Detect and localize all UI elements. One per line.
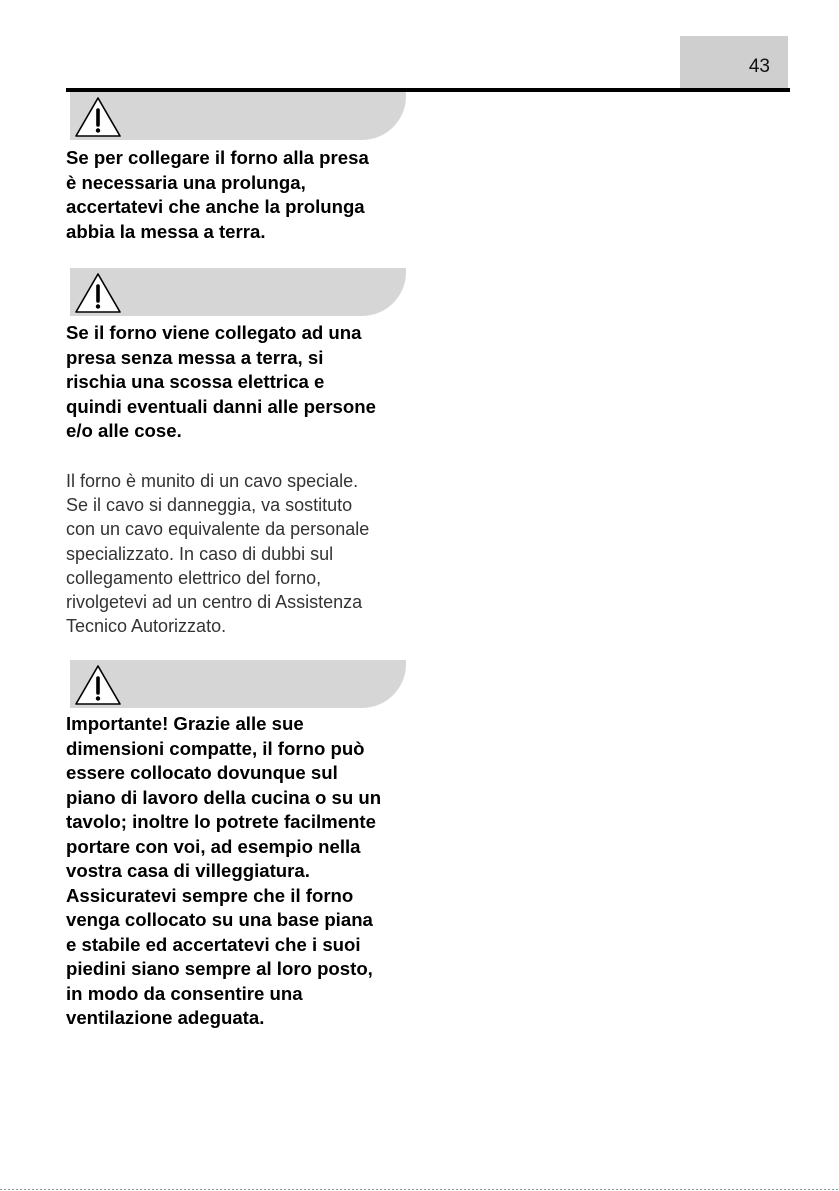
page-number: 43 [748, 56, 770, 77]
warning-triangle-icon [73, 271, 123, 315]
warning-band-2 [70, 268, 406, 316]
page-number-box [680, 36, 788, 88]
warning-triangle-icon [73, 663, 123, 707]
warning-triangle-icon [73, 95, 123, 139]
bottom-edge [0, 1189, 839, 1190]
warning-band-3 [70, 660, 406, 708]
warning-band-1 [70, 92, 406, 140]
cable-info-paragraph: Il forno è munito di un cavo speciale. Se il cavo si danneggia, va sostituto con un cavo equivalente da personale specializzato. In caso di dubbi sul collegamento elettrico del forno, rivolgetevi ad un centro di Assistenza Tecnico Autorizzato. [66, 471, 370, 637]
warning-text-1: Se per collegare il forno alla presa è necessaria una prolunga, accertatevi che anche la prolunga abbia la messa a terra. [66, 147, 369, 242]
warning-text-3: Importante! Grazie alle sue dimensioni compatte, il forno può essere collocato dovunque sul piano di lavoro della cucina o su un tavolo; inoltre lo potrete facilmente portare con voi, ad esempio nella vostra casa di villeggiatura. Assicuratevi sempre che il forno venga collocato su una base piana e stabile ed accertatevi che i suoi piedini siano sempre al loro posto, in modo da consentire una ventilazione adeguata. [66, 713, 382, 1028]
warning-text-2: Se il forno viene collegato ad una presa senza messa a terra, si rischia una scossa elettrica e quindi eventuali danni alle persone e/o alle cose. [66, 322, 376, 441]
